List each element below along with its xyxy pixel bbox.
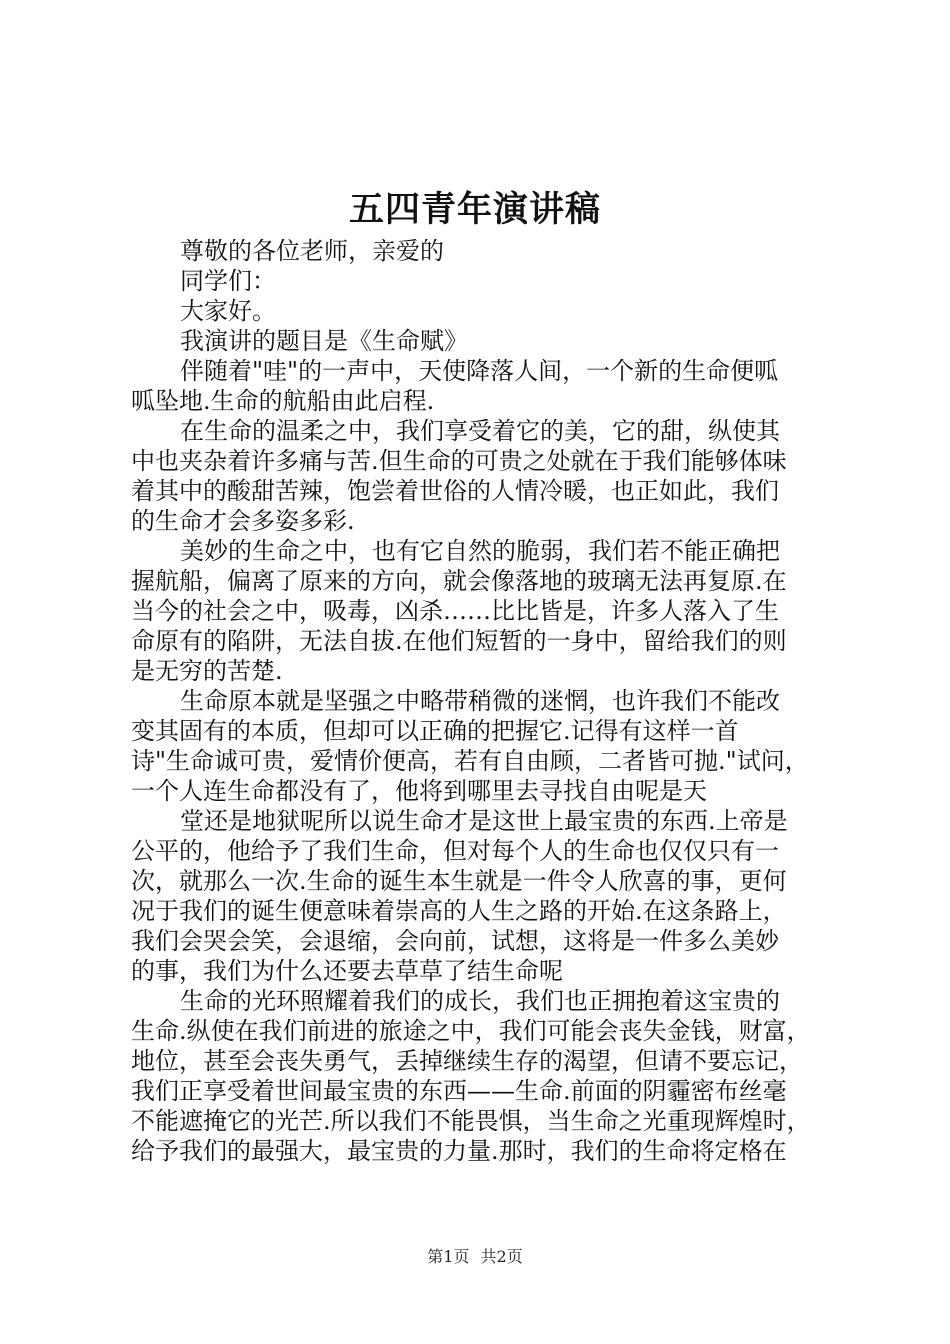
text-line: 况于我们的诞生便意味着崇高的人生之路的开始.在这条路上， [131, 897, 787, 925]
text-line: 尊敬的各位老师，亲爱的 [180, 237, 444, 265]
text-line: 我演讲的题目是《生命赋》 [180, 327, 468, 355]
text-line: 呱坠地.生命的航船由此启程. [131, 387, 435, 415]
text-line: 当今的社会之中，吸毒，凶杀……比比皆是，许多人落入了生 [131, 597, 779, 625]
text-line: 是无穷的苦楚. [131, 657, 283, 685]
page-number: 第1页 [427, 1247, 470, 1266]
text-line: 生命.纵使在我们前进的旅途之中，我们可能会丧失金钱，财富， [131, 1017, 811, 1045]
text-line: 生命的光环照耀着我们的成长，我们也正拥抱着这宝贵的 [180, 987, 780, 1015]
page-total: 共2页 [480, 1247, 523, 1266]
text-line: 诗"生命诚可贵，爱情价便高，若有自由顾，二者皆可抛."试问， [131, 747, 809, 775]
text-line: 命原有的陷阱，无法自拔.在他们短暂的一身中，留给我们的则 [131, 627, 787, 655]
text-line: 次，就那么一次.生命的诞生本生就是一件令人欣喜的事，更何 [131, 867, 787, 895]
text-line: 公平的，他给予了我们生命，但对每个人的生命也仅仅只有一 [131, 837, 779, 865]
text-line: 生命原本就是坚强之中略带稍微的迷惘，也许我们不能改 [180, 687, 780, 715]
text-line: 中也夹杂着许多痛与苦.但生命的可贵之处就在于我们能够体味 [131, 447, 787, 475]
text-line: 着其中的酸甜苦辣，饱尝着世俗的人情冷暖，也正如此，我们 [131, 477, 779, 505]
text-line: 地位，甚至会丧失勇气，丢掉继续生存的渴望，但请不要忘记， [131, 1047, 803, 1075]
text-line: 大家好。 [180, 297, 276, 325]
page-footer [0, 1244, 950, 1267]
text-line: 我们会哭会笑，会退缩，会向前，试想，这将是一件多么美妙 [131, 927, 779, 955]
text-line: 的生命才会多姿多彩. [131, 507, 355, 535]
text-line: 美妙的生命之中，也有它自然的脆弱，我们若不能正确把 [180, 537, 780, 565]
text-line: 同学们： [180, 267, 276, 295]
text-line: 握航船，偏离了原来的方向，就会像落地的玻璃无法再复原.在 [131, 567, 787, 595]
text-line: 堂还是地狱呢所以说生命才是这世上最宝贵的东西.上帝是 [180, 807, 788, 835]
text-line: 不能遮掩它的光芒.所以我们不能畏惧，当生命之光重现辉煌时， [131, 1107, 811, 1135]
document-body [131, 236, 831, 1166]
text-line: 一个人连生命都没有了，他将到哪里去寻找自由呢是天 [131, 777, 707, 805]
text-line: 在生命的温柔之中，我们享受着它的美，它的甜，纵使其 [180, 417, 780, 445]
text-line: 的事，我们为什么还要去草草了结生命呢 [131, 957, 563, 985]
text-line: 变其固有的本质，但却可以正确的把握它.记得有这样一首 [131, 717, 739, 745]
text-line: 伴随着"哇"的一声中，天使降落人间，一个新的生命便呱 [180, 357, 779, 385]
text-line: 我们正享受着世间最宝贵的东西——生命.前面的阴霾密布丝毫 [131, 1077, 787, 1105]
document-title: 五四青年演讲稿 [348, 189, 601, 230]
text-line: 给予我们的最强大，最宝贵的力量.那时，我们的生命将定格在 [131, 1137, 787, 1165]
